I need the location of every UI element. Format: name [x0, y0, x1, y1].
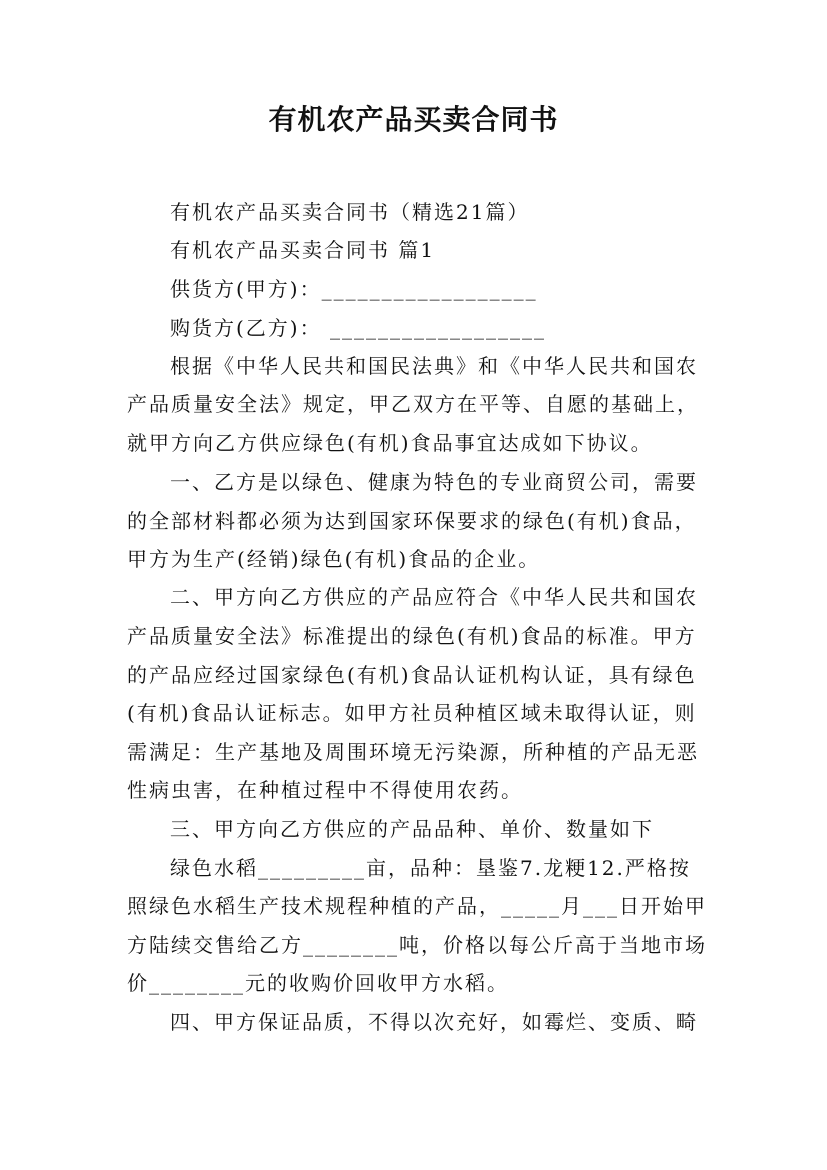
paragraph-line: 四、甲方保证品质，不得以次充好，如霉烂、变质、畸	[170, 1010, 698, 1034]
paragraph-line: 的全部材料都必须为达到国家环保要求的绿色(有机)食品，	[127, 509, 697, 533]
paragraph-line: 需满足：生产基地及周围环境无污染源，所种植的产品无恶	[127, 740, 699, 764]
paragraph-line: 产品质量安全法》规定，甲乙双方在平等、自愿的基础上，	[127, 392, 699, 416]
paragraph-line: 价________元的收购价回收甲方水稻。	[127, 971, 509, 995]
paragraph-line: 方陆续交售给乙方________吨，价格以每公斤高于当地市场	[127, 933, 707, 957]
paragraph-line: 照绿色水稻生产技术规程种植的产品，_____月___日开始甲	[127, 894, 707, 918]
paragraph-line: 根据《中华人民共和国民法典》和《中华人民共和国农	[170, 354, 698, 378]
document-title: 有机农产品买卖合同书	[268, 103, 559, 136]
paragraph-line: 就甲方向乙方供应绿色(有机)食品事宜达成如下协议。	[127, 431, 653, 455]
paragraph-line: (有机)食品认证标志。如甲方社员种植区域未取得认证，则	[127, 701, 697, 725]
paragraph-line: 一、乙方是以绿色、健康为特色的专业商贸公司，需要	[170, 470, 698, 494]
section-heading: 有机农产品买卖合同书 篇1	[170, 238, 436, 262]
paragraph-line: 绿色水稻_________亩，品种：垦鉴7.龙粳12.严格按	[170, 856, 691, 880]
paragraph-line: 甲方为生产(经销)绿色(有机)食品的企业。	[127, 547, 541, 571]
paragraph-line: 的产品应经过国家绿色(有机)食品认证机构认证，具有绿色	[127, 663, 697, 687]
supplier-field: 供货方(甲方)：__________________	[170, 277, 538, 301]
buyer-field: 购货方(乙方)： __________________	[170, 316, 546, 340]
paragraph-line: 二、甲方向乙方供应的产品应符合《中华人民共和国农	[170, 585, 698, 609]
subtitle-line: 有机农产品买卖合同书（精选21篇）	[170, 200, 530, 224]
paragraph-line: 性病虫害，在种植过程中不得使用农药。	[127, 778, 523, 802]
paragraph-line: 产品质量安全法》标准提出的绿色(有机)食品的标准。甲方	[127, 624, 697, 648]
paragraph-line: 三、甲方向乙方供应的产品品种、单价、数量如下	[170, 817, 654, 841]
